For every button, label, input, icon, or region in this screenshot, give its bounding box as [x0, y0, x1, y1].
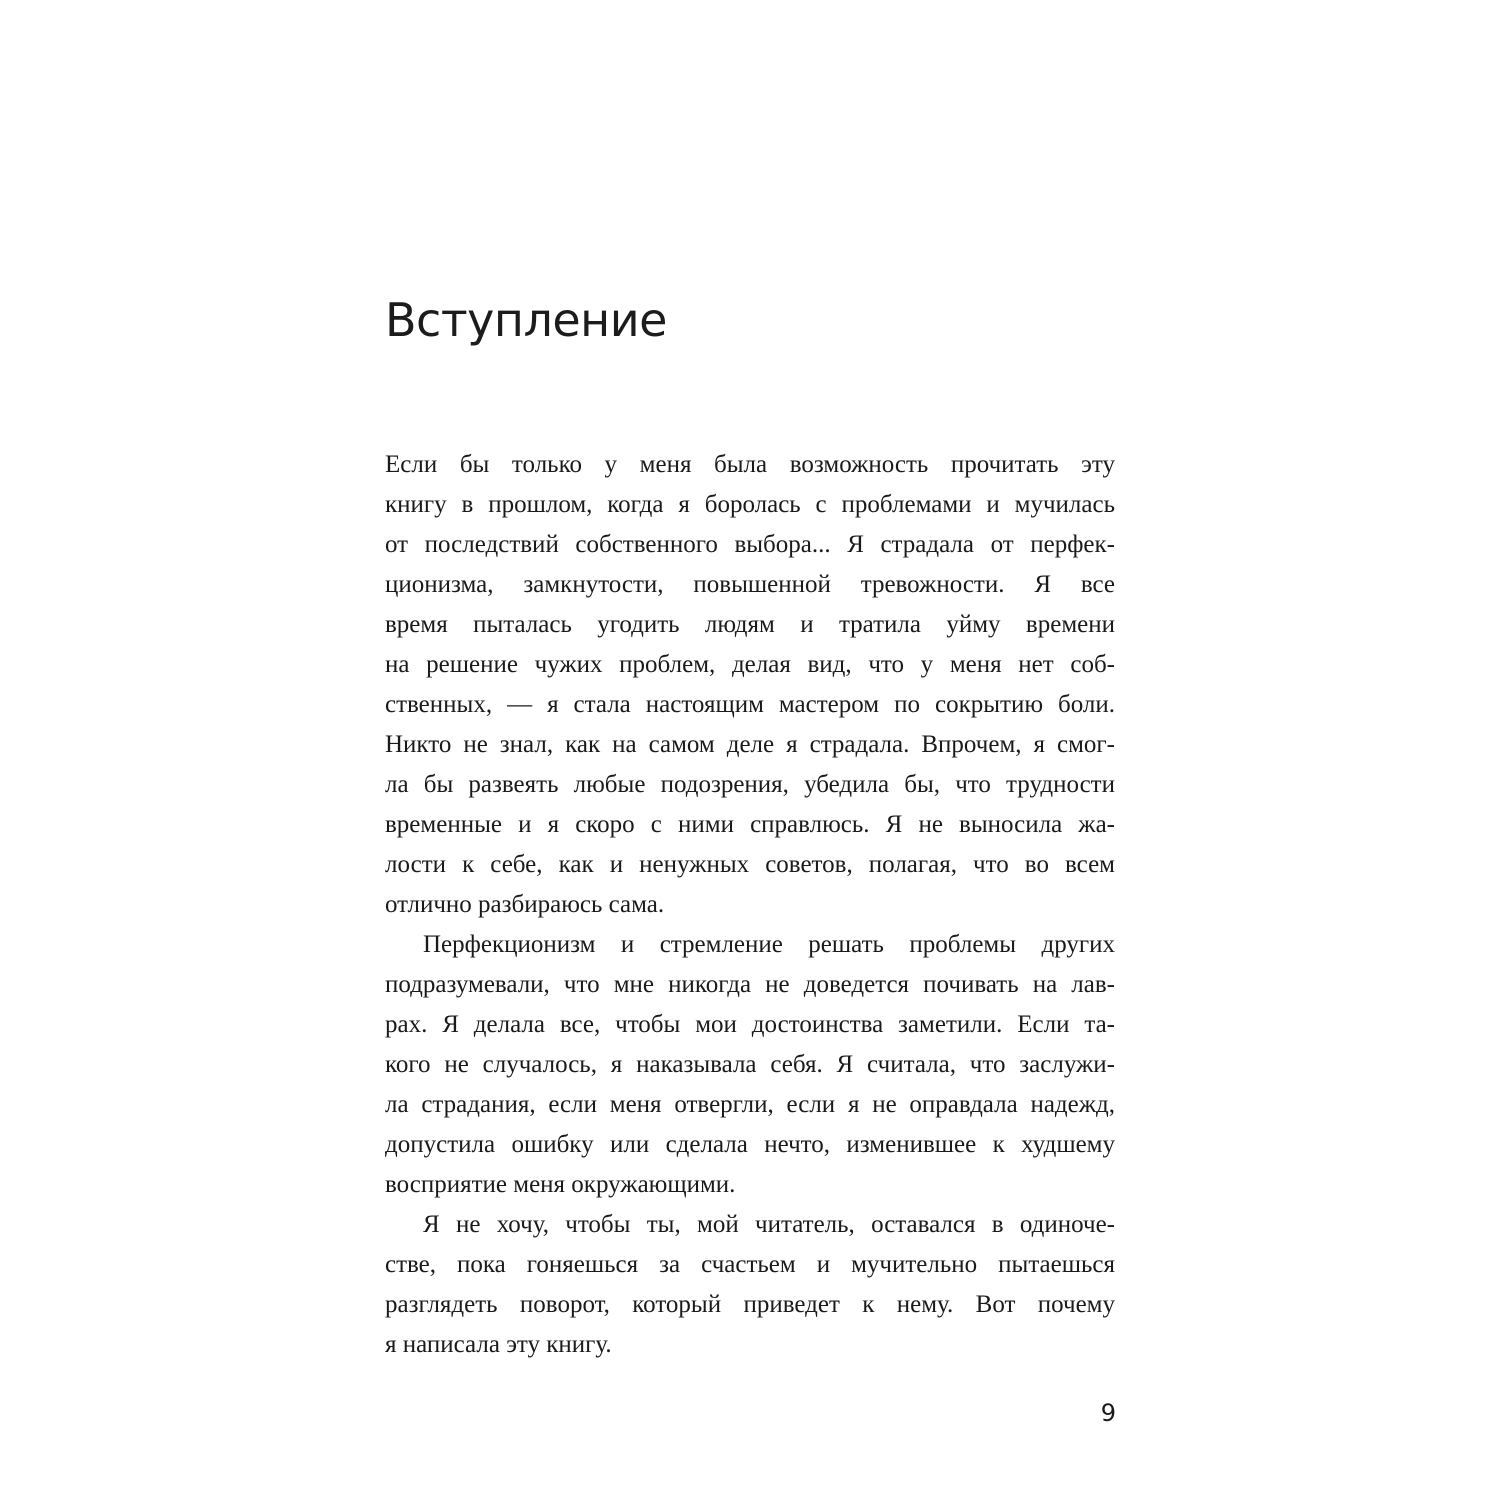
- text-line: рах. Я делала все, чтобы мои достоинства заметили. Если та-: [385, 1011, 1115, 1038]
- text-line: ционизма, замкнутости, повышенной тревожности. Я все: [385, 571, 1115, 598]
- text-line: Перфекционизм и стремление решать проблемы других: [423, 931, 1115, 958]
- text-line: подразумевали, что мне никогда не доведется почивать на лав-: [385, 971, 1115, 998]
- text-line: Если бы только у меня была возможность прочитать эту: [385, 451, 1115, 478]
- text-line: я написала эту книгу.: [385, 1331, 612, 1358]
- text-line: временные и я скоро с ними справлюсь. Я не выносила жа-: [385, 811, 1115, 838]
- page-number: 9: [1100, 1399, 1116, 1427]
- text-line: стве, пока гоняешься за счастьем и мучительно пытаешься: [385, 1251, 1115, 1278]
- text-line: ла страдания, если меня отвергли, если я не оправдала надежд,: [385, 1091, 1115, 1118]
- text-line: время пыталась угодить людям и тратила уйму времени: [385, 611, 1115, 638]
- text-line: ственных, — я стала настоящим мастером по сокрытию боли.: [385, 691, 1115, 718]
- text-line: разглядеть поворот, который приведет к нему. Вот почему: [385, 1291, 1115, 1318]
- text-line: от последствий собственного выбора... Я страдала от перфек-: [385, 531, 1115, 558]
- text-line: Никто не знал, как на самом деле я страдала. Впрочем, я смог-: [385, 731, 1115, 758]
- text-line: ла бы развеять любые подозрения, убедила бы, что трудности: [385, 771, 1115, 798]
- text-line: кого не случалось, я наказывала себя. Я считала, что заслужи-: [385, 1051, 1115, 1078]
- chapter-title: Вступление: [385, 293, 667, 347]
- text-line: восприятие меня окружающими.: [385, 1171, 736, 1198]
- text-line: на решение чужих проблем, делая вид, что у меня нет соб-: [385, 651, 1115, 678]
- text-line: книгу в прошлом, когда я боролась с проблемами и мучилась: [385, 491, 1115, 518]
- text-line: отлично разбираюсь сама.: [385, 891, 665, 918]
- body-text: [385, 445, 1115, 1365]
- text-line: Я не хочу, чтобы ты, мой читатель, оставался в одиноче-: [423, 1211, 1115, 1238]
- text-line: лости к себе, как и ненужных советов, полагая, что во всем: [385, 851, 1115, 878]
- text-line: допустила ошибку или сделала нечто, изменившее к худшему: [385, 1131, 1115, 1158]
